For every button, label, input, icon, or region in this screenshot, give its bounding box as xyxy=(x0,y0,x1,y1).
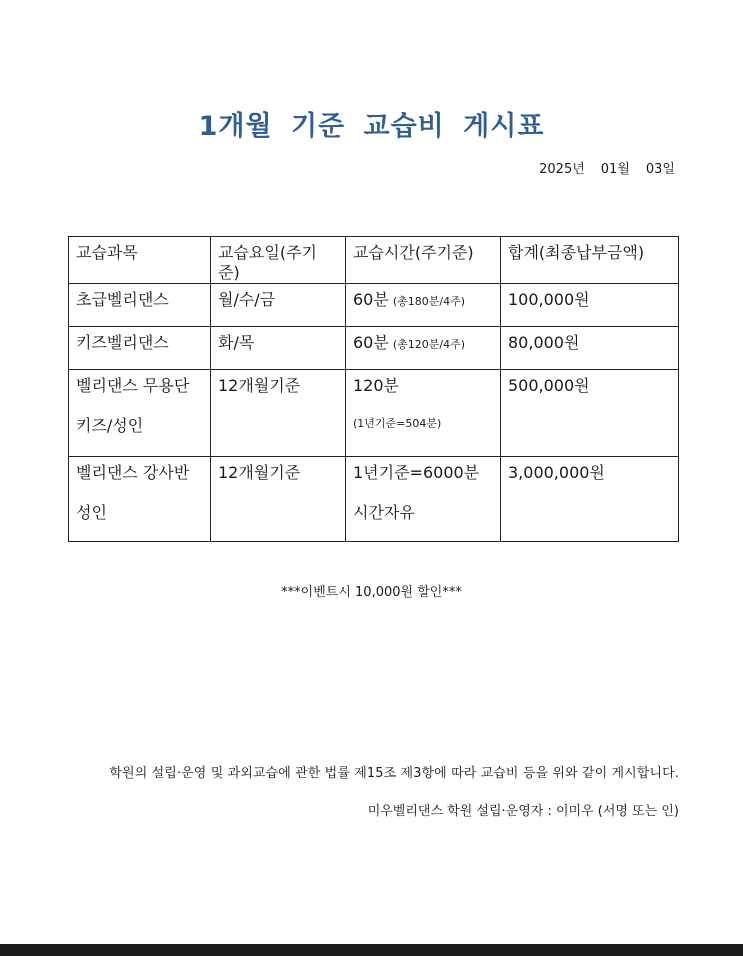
time-value: 60분 xyxy=(353,290,389,309)
date-day: 03일 xyxy=(645,162,675,177)
subject-line1: 벨리댄스 무용단 xyxy=(76,376,190,395)
time-value: 60분 xyxy=(353,333,389,352)
cell-time xyxy=(346,457,501,542)
date-year: 2025년 xyxy=(539,162,585,177)
bottom-bar xyxy=(0,944,743,956)
cell-days: 화/목 xyxy=(211,327,346,370)
cell-time xyxy=(346,284,501,327)
header-subject: 교습과목 xyxy=(69,237,211,284)
header-time: 교습시간(주기준) xyxy=(346,237,501,284)
signer-line: 미우벨리댄스 학원 설립·운영자 : 이미우 (서명 또는 인) xyxy=(367,804,679,819)
table-row xyxy=(69,284,679,327)
cell-total: 3,000,000원 xyxy=(501,457,679,542)
date-month: 01월 xyxy=(600,162,630,177)
time-value: 120분 xyxy=(353,376,399,395)
table-row xyxy=(69,457,679,542)
cell-time xyxy=(346,370,501,457)
cell-subject xyxy=(69,370,211,457)
cell-subject: 초급벨리댄스 xyxy=(69,284,211,327)
cell-time xyxy=(346,327,501,370)
header-days: 교습요일(주기준) xyxy=(211,237,346,284)
time-line2: 시간자유 xyxy=(353,503,415,522)
event-notice: ***이벤트시 10,000원 할인*** xyxy=(281,585,462,600)
table-header-row xyxy=(69,237,679,284)
cell-subject xyxy=(69,457,211,542)
time-note: (1년기준=504분) xyxy=(353,417,442,430)
time-note: (총180분/4주) xyxy=(392,295,465,308)
subject-line2: 성인 xyxy=(76,503,107,522)
document-date xyxy=(539,158,675,177)
table-row xyxy=(69,327,679,370)
fee-table xyxy=(68,236,679,542)
cell-days: 12개월기준 xyxy=(211,457,346,542)
time-note: (총120분/4주) xyxy=(392,338,465,351)
subject-line1: 벨리댄스 강사반 xyxy=(76,463,190,482)
cell-subject: 키즈벨리댄스 xyxy=(69,327,211,370)
cell-total: 80,000원 xyxy=(501,327,679,370)
cell-total: 500,000원 xyxy=(501,370,679,457)
legal-notice: 학원의 설립·운영 및 과외교습에 관한 법률 제15조 제3항에 따라 교습비 등을 위와 같이 게시합니다. xyxy=(109,766,679,781)
time-value: 1년기준=6000분 xyxy=(353,463,480,482)
header-total: 합계(최종납부금액) xyxy=(501,237,679,284)
table-row xyxy=(69,370,679,457)
cell-total: 100,000원 xyxy=(501,284,679,327)
page-title: 1개월 기준 교습비 게시표 xyxy=(198,111,545,142)
subject-line2: 키즈/성인 xyxy=(76,416,144,435)
cell-days: 12개월기준 xyxy=(211,370,346,457)
cell-days: 월/수/금 xyxy=(211,284,346,327)
